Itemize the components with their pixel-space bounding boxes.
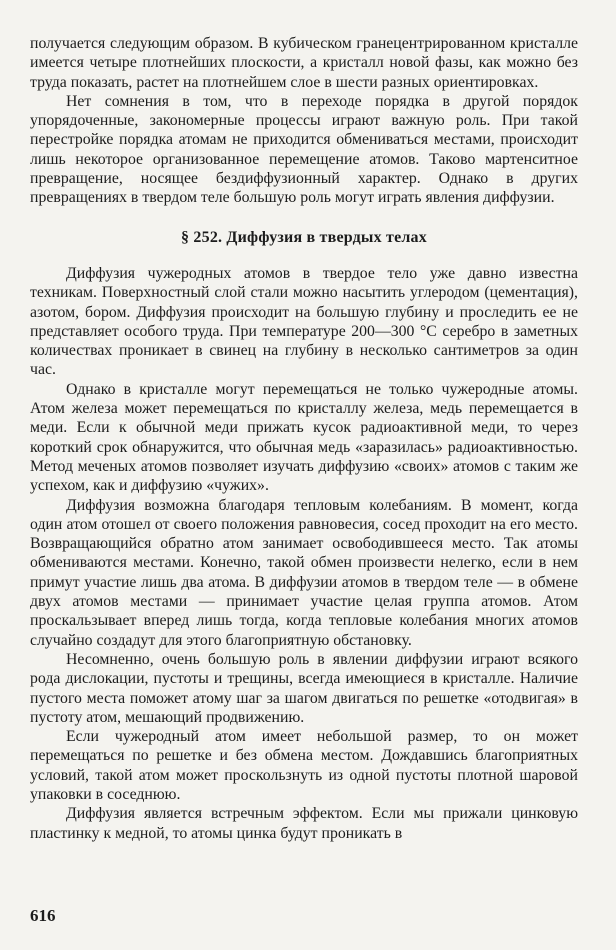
paragraph: Несомненно, очень большую роль в явлении диффузии играют всякого рода дислокации, пустоты и трещины, всегда имеющиеся в кристалле. Наличие пустого места поможет атому шаг за шагом двигаться по решетке «отодвигая» в пустоту атом, мешающий продвижению. <box>30 650 578 726</box>
paragraph: Диффузия чужеродных атомов в твердое тело уже давно известна техникам. Поверхностный слой стали можно насытить углеродом (цементация), азотом, бором. Диффузия происходит на большую глубину и проследить ее не представляет особого труда. При температуре 200—300 °С серебро в заметных количествах проникает в свинец на глубину в несколько сантиметров за один час. <box>30 264 578 379</box>
paragraph: Если чужеродный атом имеет небольшой размер, то он может перемещаться по решетке и без обмена местом. Дождавшись благоприятных условий, такой атом может проскользнуть из одной пустоты плотной шаровой упаковки в соседнюю. <box>30 728 578 803</box>
section-heading: § 252. Диффузия в твердых телах <box>181 228 427 246</box>
page-body <box>30 34 578 843</box>
paragraph-continued: получается следующим образом. В кубическом гранецентрированном кристалле имеется четыре плотнейших плоскости, а кристалл новой фазы, как можно без труда показать, растет на плотнейшем слое в шести разных ориентировках. <box>30 35 578 91</box>
paragraph: Нет сомнения в том, что в переходе порядка в другой порядок упорядоченные, закономерные процессы играют важную роль. При такой перестройке порядка атомам не приходится обмениваться местами, происходит лишь некоторое организованное перемещение атомов. Таково мартенситное превращение, носящее бездиффузионный характер. Однако в других превращениях в твердом теле большую роль могут играть явления диффузии. <box>30 92 578 207</box>
paragraph: Диффузия возможна благодаря тепловым колебаниям. В момент, когда один атом отошел от своего положения равновесия, сосед проходит на его место. Возвращающийся обратно атом занимает освободившееся место. Так атомы обмениваются местами. Конечно, такой обмен произвести нелегко, если в нем примут участие лишь два атома. В диффузии атомов в твердом теле — в обмене двух атомов местами — принимает участие целая группа атомов. Атом проскальзывает вперед лишь тогда, когда тепловые колебания многих атомов случайно создадут для этого благоприятную обстановку. <box>30 496 578 649</box>
page-number: 616 <box>30 906 56 925</box>
paragraph: Диффузия является встречным эффектом. Если мы прижали цинковую пластинку к медной, то атомы цинка будут проникать в <box>30 805 578 842</box>
paragraph: Однако в кристалле могут перемещаться не только чужеродные атомы. Атом железа может перемещаться по кристаллу железа, медь перемещается в меди. Если к обычной меди прижать кусок радиоактивной меди, то через короткий срок обнаружится, что обычная медь «заразилась» радиоактивностью. Метод меченых атомов позволяет изучать диффузию «своих» атомов с таким же успехом, как и диффузию «чужих». <box>30 380 578 495</box>
